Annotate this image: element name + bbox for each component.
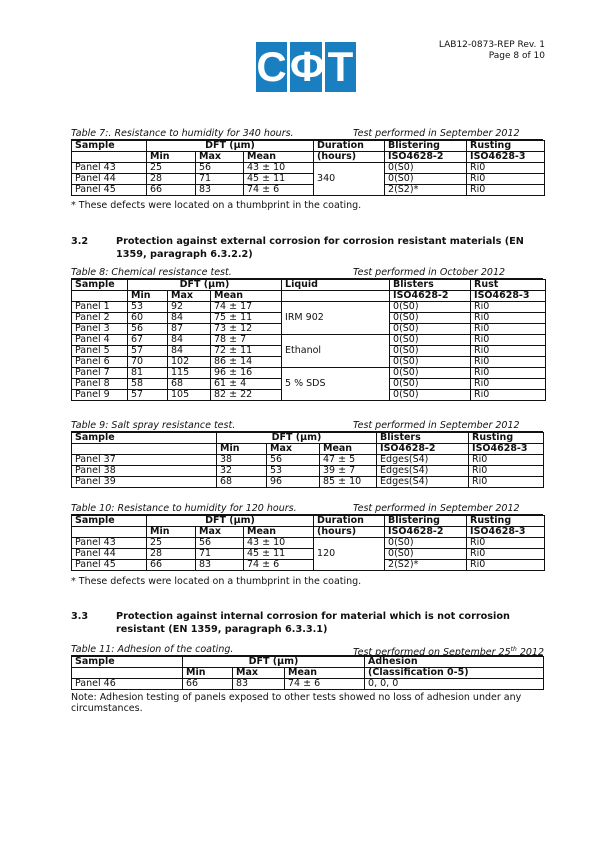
cell-max: 83 — [196, 185, 244, 196]
cell-max: 102 — [168, 357, 211, 368]
table-row — [72, 174, 545, 185]
cell-sample: Panel 7 — [72, 368, 128, 379]
cell-sample: Panel 37 — [72, 455, 217, 466]
table7-footnote: * These defects were located on a thumbprint in the coating. — [71, 200, 362, 211]
cell-rust: Ri0 — [471, 368, 546, 379]
cell-blisters: 0(S0) — [390, 313, 471, 324]
cell-mean: 45 ± 11 — [244, 174, 314, 185]
table8-header-dft: DFT (μm) — [128, 280, 282, 291]
table9-header-rusting: Rusting — [469, 433, 544, 444]
cell-mean: 47 ± 5 — [320, 455, 377, 466]
cell-blisters: 0(S0) — [390, 357, 471, 368]
performed-year: 2012 — [516, 647, 544, 659]
table-row — [72, 302, 546, 313]
table8-header-empty — [72, 291, 128, 302]
table10-header-duration: Duration — [314, 516, 385, 527]
cell-max: 53 — [267, 466, 320, 477]
cell-liquid: IRM 902 — [282, 302, 390, 335]
table10-header-dft: DFT (μm) — [147, 516, 314, 527]
table9-header-dft: DFT (μm) — [217, 433, 377, 444]
table8-caption-line — [71, 267, 543, 279]
table11-caption-line — [71, 644, 544, 659]
table10-header-sample: Sample — [72, 516, 147, 527]
cell-min: 58 — [128, 379, 168, 390]
cell-rust: Ri0 — [471, 335, 546, 346]
cell-rusting: Ri0 — [467, 185, 545, 196]
table7-performed: Test performed in September 2012 — [353, 128, 520, 139]
cell-blisters: 0(S0) — [390, 324, 471, 335]
table10-footnote: * These defects were located on a thumbprint in the coating. — [71, 576, 362, 587]
logo-letter-c: C — [256, 43, 287, 90]
table8-header-mean: Mean — [211, 291, 282, 302]
cell-rusting: Ri0 — [467, 560, 545, 571]
cell-rusting: Ri0 — [469, 477, 544, 488]
cell-mean: 39 ± 7 — [320, 466, 377, 477]
table9-header-sample: Sample — [72, 433, 217, 444]
table10-header-blistering-std: ISO4628-2 — [385, 527, 467, 538]
cell-sample: Panel 6 — [72, 357, 128, 368]
table11-header-mean: Mean — [285, 668, 365, 679]
cell-rusting: Ri0 — [467, 174, 545, 185]
table7-header-max: Max — [196, 152, 244, 163]
cell-sample: Panel 45 — [72, 560, 147, 571]
table9-header-empty — [72, 444, 217, 455]
table-row — [72, 538, 545, 549]
table10-header-mean: Mean — [244, 527, 314, 538]
table10-header-rusting: Rusting — [467, 516, 545, 527]
table9-header-min: Min — [217, 444, 267, 455]
cell-mean: 85 ± 10 — [320, 477, 377, 488]
cell-max: 56 — [267, 455, 320, 466]
cell-sample: Panel 39 — [72, 477, 217, 488]
table8-header-min: Min — [128, 291, 168, 302]
cell-sample: Panel 46 — [72, 679, 183, 690]
table11-header-adhesion: Adhesion — [365, 657, 544, 668]
section-3-3-heading — [71, 610, 561, 640]
section-title: Protection against internal corrosion for material which is not corrosion resistant (EN 1359, paragraph 6.3.3.1) — [116, 611, 510, 635]
cell-rust: Ri0 — [471, 390, 546, 401]
table-row — [72, 466, 544, 477]
table-row — [72, 335, 546, 346]
table10-header-max: Max — [196, 527, 244, 538]
cell-max: 96 — [267, 477, 320, 488]
table10-caption-line — [71, 503, 543, 515]
table7-header-rusting: Rusting — [467, 141, 545, 152]
cell-blisters: Edges(S4) — [377, 466, 469, 477]
cell-blisters: 0(S0) — [390, 302, 471, 313]
cell-sample: Panel 44 — [72, 174, 147, 185]
cell-max: 83 — [233, 679, 285, 690]
table7-header-min: Min — [147, 152, 196, 163]
cell-rust: Ri0 — [471, 302, 546, 313]
table10-caption: Table 10: Resistance to humidity for 120 hours. — [71, 503, 297, 514]
table7-header-duration-unit: (hours) — [314, 152, 385, 163]
performed-text: Test performed on September 25 — [353, 647, 511, 659]
table9-header-mean: Mean — [320, 444, 377, 455]
cell-min: 67 — [128, 335, 168, 346]
section-number: 3.3 — [71, 611, 89, 622]
page-number: Page 8 of 10 — [488, 51, 545, 61]
cell-min: 56 — [128, 324, 168, 335]
cell-sample: Panel 2 — [72, 313, 128, 324]
cell-mean: 61 ± 4 — [211, 379, 282, 390]
cell-blisters: 0(S0) — [390, 368, 471, 379]
table8-header-liquid: Liquid — [282, 280, 390, 291]
table11-header-min: Min — [183, 668, 233, 679]
cell-max: 83 — [196, 560, 244, 571]
table8-header-rust: Rust — [471, 280, 546, 291]
table-row — [72, 163, 545, 174]
cell-max: 84 — [168, 346, 211, 357]
table8-performed: Test performed in October 2012 — [353, 267, 506, 278]
table9 — [71, 432, 544, 488]
cell-mean: 74 ± 17 — [211, 302, 282, 313]
table-row — [72, 549, 545, 560]
cell-rusting: Ri0 — [469, 455, 544, 466]
cell-rust: Ri0 — [471, 357, 546, 368]
cell-min: 28 — [147, 174, 196, 185]
cell-min: 53 — [128, 302, 168, 313]
cell-liquid: 5 % SDS — [282, 368, 390, 401]
cell-duration: 120 — [314, 538, 385, 571]
cell-max: 56 — [196, 163, 244, 174]
cell-blisters: 0(S0) — [390, 346, 471, 357]
doc-reference — [439, 40, 545, 62]
cell-blistering: 0(S0) — [385, 163, 467, 174]
table10-header-blistering: Blistering — [385, 516, 467, 527]
cell-mean: 43 ± 10 — [244, 163, 314, 174]
table-row — [72, 455, 544, 466]
table8-header-liquid-empty — [282, 291, 390, 302]
cell-adhesion: 0, 0, 0 — [365, 679, 544, 690]
cell-max: 105 — [168, 390, 211, 401]
cell-min: 66 — [147, 560, 196, 571]
cell-max: 56 — [196, 538, 244, 549]
cell-sample: Panel 8 — [72, 379, 128, 390]
table-row — [72, 679, 544, 690]
table9-caption: Table 9: Salt spray resistance test. — [71, 420, 236, 431]
table9-header-blisters: Blisters — [377, 433, 469, 444]
cell-mean: 86 ± 14 — [211, 357, 282, 368]
table7-header-rusting-std: ISO4628-3 — [467, 152, 545, 163]
cell-sample: Panel 9 — [72, 390, 128, 401]
table8-header-max: Max — [168, 291, 211, 302]
table9-header-blisters-std: ISO4628-2 — [377, 444, 469, 455]
cell-max: 87 — [168, 324, 211, 335]
table11 — [71, 656, 544, 690]
cell-rust: Ri0 — [471, 379, 546, 390]
cell-sample: Panel 5 — [72, 346, 128, 357]
table8-header-blisters-std: ISO4628-2 — [390, 291, 471, 302]
table11-header-adhesion-class: (Classification 0-5) — [365, 668, 544, 679]
table11-note: Note: Adhesion testing of panels exposed to other tests showed no loss of adhesion under any circumstances. — [71, 692, 522, 714]
table7 — [71, 140, 545, 196]
cell-mean: 72 ± 11 — [211, 346, 282, 357]
cell-max: 68 — [168, 379, 211, 390]
cell-min: 25 — [147, 538, 196, 549]
cell-sample: Panel 3 — [72, 324, 128, 335]
cell-min: 70 — [128, 357, 168, 368]
cell-sample: Panel 38 — [72, 466, 217, 477]
cell-liquid: Ethanol — [282, 335, 390, 368]
cell-min: 68 — [217, 477, 267, 488]
table-row — [72, 560, 545, 571]
table8-caption: Table 8: Chemical resistance test. — [71, 267, 232, 278]
table10-header-min: Min — [147, 527, 196, 538]
cell-sample: Panel 4 — [72, 335, 128, 346]
section-number: 3.2 — [71, 236, 89, 247]
table9-header-max: Max — [267, 444, 320, 455]
table8-header-sample: Sample — [72, 280, 128, 291]
cell-blistering: 0(S0) — [385, 174, 467, 185]
table7-caption-line — [71, 128, 543, 140]
table7-header-empty — [72, 152, 147, 163]
section-title: Protection against external corrosion for corrosion resistant materials (EN 1359, paragraph 6.3.2.2) — [116, 236, 524, 260]
cell-blistering: 0(S0) — [385, 549, 467, 560]
cell-min: 66 — [183, 679, 233, 690]
cell-sample: Panel 1 — [72, 302, 128, 313]
cell-sample: Panel 44 — [72, 549, 147, 560]
cell-rusting: Ri0 — [469, 466, 544, 477]
cell-rust: Ri0 — [471, 346, 546, 357]
cell-max: 84 — [168, 335, 211, 346]
table10-performed: Test performed in September 2012 — [353, 503, 520, 514]
table9-performed: Test performed in September 2012 — [353, 420, 520, 431]
cell-blisters: 0(S0) — [390, 390, 471, 401]
table11-caption: Table 11: Adhesion of the coating. — [71, 644, 234, 655]
table8-header-rust-std: ISO4628-3 — [471, 291, 546, 302]
table10-header-rusting-std: ISO4628-3 — [467, 527, 545, 538]
table10-header-duration-unit: (hours) — [314, 527, 385, 538]
cell-max: 92 — [168, 302, 211, 313]
cell-rusting: Ri0 — [467, 549, 545, 560]
table7-header-duration: Duration — [314, 141, 385, 152]
cell-min: 60 — [128, 313, 168, 324]
cell-min: 28 — [147, 549, 196, 560]
cell-mean: 78 ± 7 — [211, 335, 282, 346]
cell-max: 84 — [168, 313, 211, 324]
cell-mean: 74 ± 6 — [244, 185, 314, 196]
cell-min: 38 — [217, 455, 267, 466]
table7-header-sample: Sample — [72, 141, 147, 152]
table11-header-max: Max — [233, 668, 285, 679]
table7-header-blistering: Blistering — [385, 141, 467, 152]
cell-sample: Panel 43 — [72, 163, 147, 174]
table7-header-dft: DFT (μm) — [147, 141, 314, 152]
cell-blisters: Edges(S4) — [377, 477, 469, 488]
cell-mean: 74 ± 6 — [285, 679, 365, 690]
section-3-2-heading — [71, 235, 561, 265]
cell-mean: 74 ± 6 — [244, 560, 314, 571]
cell-blistering: 0(S0) — [385, 538, 467, 549]
cell-min: 57 — [128, 390, 168, 401]
cell-mean: 73 ± 12 — [211, 324, 282, 335]
table8 — [71, 279, 546, 401]
cell-min: 25 — [147, 163, 196, 174]
cell-max: 115 — [168, 368, 211, 379]
cell-blistering: 2(S2)* — [385, 560, 467, 571]
cell-mean: 45 ± 11 — [244, 549, 314, 560]
cell-min: 32 — [217, 466, 267, 477]
cell-blisters: 0(S0) — [390, 335, 471, 346]
table8-header-blisters: Blisters — [390, 280, 471, 291]
cot-logo — [256, 42, 356, 92]
table11-header-sample: Sample — [72, 657, 183, 668]
performed-suffix-sup: th — [510, 646, 517, 653]
cell-blistering: 2(S2)* — [385, 185, 467, 196]
cell-sample: Panel 43 — [72, 538, 147, 549]
table11-header-dft: DFT (μm) — [183, 657, 365, 668]
doc-ref-number: LAB12-0873-REP Rev. 1 — [438, 40, 545, 50]
cell-mean: 75 ± 11 — [211, 313, 282, 324]
cell-blisters: 0(S0) — [390, 379, 471, 390]
cell-min: 66 — [147, 185, 196, 196]
table-row — [72, 368, 546, 379]
table9-caption-line — [71, 420, 543, 432]
cell-min: 57 — [128, 346, 168, 357]
table-row — [72, 477, 544, 488]
cell-blisters: Edges(S4) — [377, 455, 469, 466]
cell-mean: 43 ± 10 — [244, 538, 314, 549]
cell-mean: 82 ± 22 — [211, 390, 282, 401]
table7-header-blistering-std: ISO4628-2 — [385, 152, 467, 163]
table9-header-rusting-std: ISO4628-3 — [469, 444, 544, 455]
cell-rusting: Ri0 — [467, 163, 545, 174]
cell-mean: 96 ± 16 — [211, 368, 282, 379]
logo-letter-o: Φ — [290, 43, 325, 90]
cell-sample: Panel 45 — [72, 185, 147, 196]
cell-max: 71 — [196, 549, 244, 560]
table11-header-empty — [72, 668, 183, 679]
table10-header-empty — [72, 527, 147, 538]
cell-duration: 340 — [314, 163, 385, 196]
table7-header-mean: Mean — [244, 152, 314, 163]
cell-max: 71 — [196, 174, 244, 185]
cell-rust: Ri0 — [471, 324, 546, 335]
logo-letter-t: T — [325, 42, 356, 92]
cell-min: 81 — [128, 368, 168, 379]
table10 — [71, 515, 545, 571]
table7-caption: Table 7:. Resistance to humidity for 340 hours. — [71, 128, 294, 139]
cell-rust: Ri0 — [471, 313, 546, 324]
table-row — [72, 185, 545, 196]
cell-rusting: Ri0 — [467, 538, 545, 549]
